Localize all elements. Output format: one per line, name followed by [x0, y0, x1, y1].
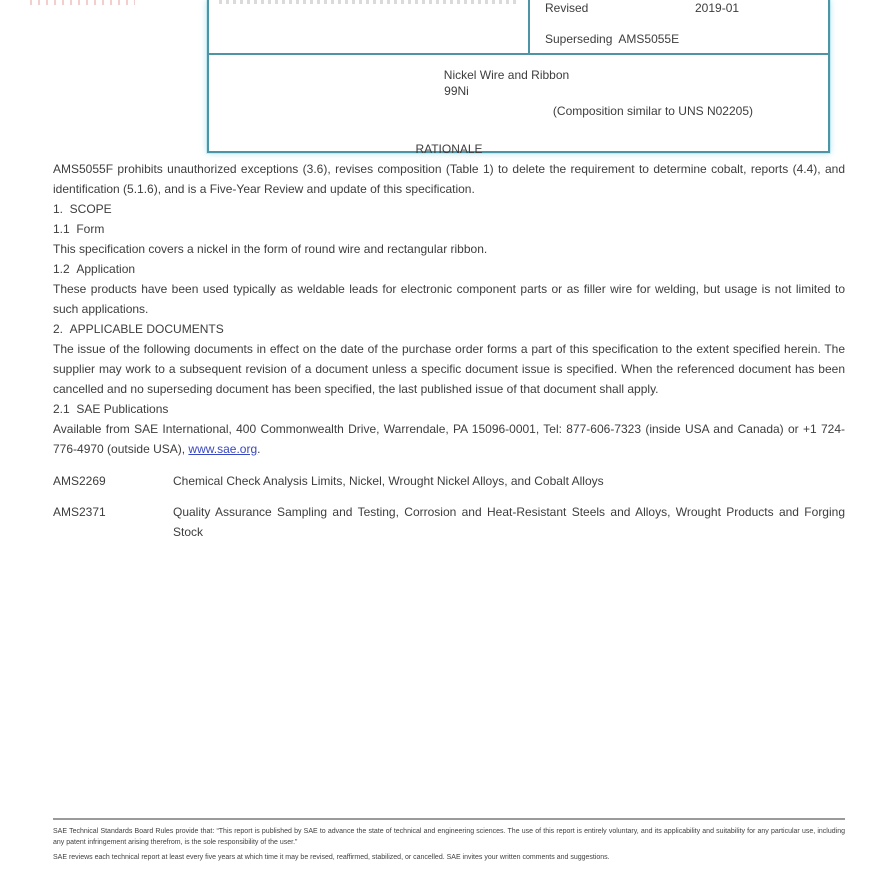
revised-value: 2019-01	[695, 1, 740, 15]
superseding-value: AMS5055E	[618, 32, 680, 46]
applicable-documents-heading: 2. APPLICABLE DOCUMENTS	[53, 322, 224, 336]
footer-divider	[53, 818, 845, 820]
spec-subtitle: 99Ni	[444, 84, 469, 98]
document-body	[53, 139, 845, 542]
availability-text-end: .	[257, 442, 261, 456]
superseding-row	[545, 33, 820, 46]
revision-block	[530, 0, 828, 53]
form-heading: 1.1 Form	[53, 222, 105, 236]
sae-publications-heading: 2.1 SAE Publications	[53, 402, 169, 416]
footer-disclaimer-1: SAE Technical Standards Board Rules provide that: “This report is published by SAE to advance the state of technical and engineering sciences. The use of this report is entirely voluntary, and its applicability and suitability for any particular use, including any patent infringement arising therefrom, is the sole responsibility of the user.”	[53, 828, 845, 846]
availability-paragraph	[53, 419, 845, 459]
form-paragraph: This specification covers a nickel in the form of round wire and rectangular ribbon.	[53, 242, 488, 256]
availability-text: Available from SAE International, 400 Commonwealth Drive, Warrendale, PA 15096-0001, Tel: 877-606-7323 (inside USA and Canada) or +1 724-776-4970 (outside USA),	[53, 422, 845, 456]
reference-code: AMS2371	[53, 505, 106, 519]
rationale-heading: RATIONALE	[415, 142, 483, 156]
reference-title: Quality Assurance Sampling and Testing, Corrosion and Heat-Resistant Steels and Alloys, Wrought Products and Forging Stock	[173, 505, 845, 539]
revised-label: Revised	[545, 1, 589, 15]
reference-title: Chemical Check Analysis Limits, Nickel, Wrought Nickel Alloys, and Cobalt Alloys	[173, 474, 604, 488]
applicable-documents-paragraph: The issue of the following documents in effect on the date of the purchase order forms a part of this specification to the extent specified herein. The supplier may work to a subsequent revision of a document unless a specific document issue is specified. When the referenced document has been cancelled and no superseding document has been specified, the last published issue of that document shall apply.	[53, 342, 845, 396]
scan-artifact-gray	[219, 0, 519, 4]
scan-artifact-red	[30, 0, 135, 5]
title-block	[207, 53, 830, 153]
reference-row-ams2371	[53, 502, 845, 542]
revised-row	[545, 2, 820, 15]
page-footer	[53, 818, 845, 863]
sae-org-link[interactable]: www.sae.org	[188, 442, 258, 456]
footer-disclaimer-2: SAE reviews each technical report at least every five years at which time it may be revised, reaffirmed, stabilized, or cancelled. SAE invites your written comments and suggestions.	[53, 854, 610, 861]
reference-row-ams2269	[53, 471, 845, 491]
spec-composition-note: (Composition similar to UNS N02205)	[552, 104, 753, 118]
scope-heading: 1. SCOPE	[53, 202, 112, 216]
rationale-paragraph: AMS5055F prohibits unauthorized exceptions (3.6), revises composition (Table 1) to delete the requirement to determine cobalt, reports (4.4), and identification (5.1.6), and is a Five-Year Review and update of this specification.	[53, 162, 845, 196]
header-top-row	[207, 0, 830, 53]
spec-title: Nickel Wire and Ribbon	[443, 68, 570, 82]
header-left-cell	[209, 0, 530, 53]
superseding-label: Superseding	[545, 32, 613, 46]
spec-header-table	[207, 0, 830, 153]
application-heading: 1.2 Application	[53, 262, 136, 276]
application-paragraph: These products have been used typically as weldable leads for electronic component parts or as filler wire for welding, but usage is not limited to such applications.	[53, 282, 845, 316]
reference-code: AMS2269	[53, 474, 106, 488]
